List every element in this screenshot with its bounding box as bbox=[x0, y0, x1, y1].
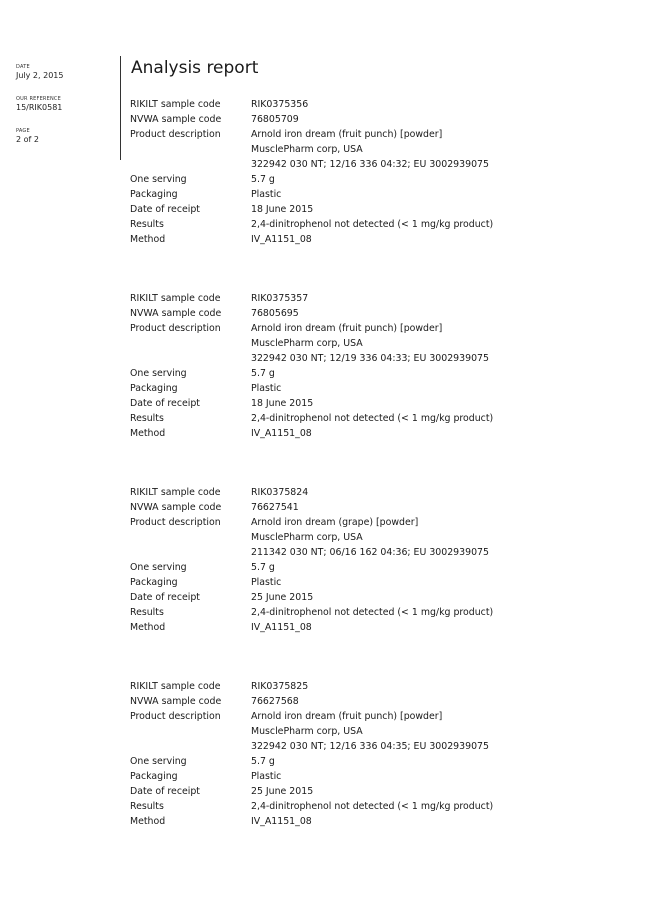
packaging-value: Plastic bbox=[251, 577, 282, 588]
method-row bbox=[130, 232, 530, 247]
packaging-value: Plastic bbox=[251, 771, 282, 782]
nvwa-label: NVWA sample code bbox=[130, 502, 222, 513]
product-line-3: 211342 030 NT; 06/16 162 04:36; EU 3002939075 bbox=[251, 547, 489, 558]
serving-label: One serving bbox=[130, 368, 187, 379]
product-line-1: Arnold iron dream (fruit punch) [powder] bbox=[251, 129, 443, 140]
method-value: IV_A1151_08 bbox=[251, 428, 312, 439]
serving-value: 5.7 g bbox=[251, 562, 275, 573]
product-row-2 bbox=[130, 336, 530, 351]
serving-label: One serving bbox=[130, 756, 187, 767]
rikilt-value: RIK0375357 bbox=[251, 293, 309, 304]
reference-label: OUR REFERENCE bbox=[16, 96, 61, 102]
receipt-row bbox=[130, 784, 530, 799]
results-label: Results bbox=[130, 801, 164, 812]
rikilt-label: RIKILT sample code bbox=[130, 681, 221, 692]
packaging-label: Packaging bbox=[130, 577, 178, 588]
nvwa-row bbox=[130, 306, 530, 321]
serving-row bbox=[130, 172, 530, 187]
nvwa-row bbox=[130, 112, 530, 127]
product-line-3: 322942 030 NT; 12/16 336 04:35; EU 3002939075 bbox=[251, 741, 489, 752]
results-value: 2,4-dinitrophenol not detected (< 1 mg/kg product) bbox=[251, 413, 494, 424]
rikilt-label: RIKILT sample code bbox=[130, 293, 221, 304]
sample-block bbox=[130, 291, 530, 441]
packaging-label: Packaging bbox=[130, 189, 178, 200]
product-line-1: Arnold iron dream (fruit punch) [powder] bbox=[251, 323, 443, 334]
packaging-row bbox=[130, 575, 530, 590]
page-value: 2 of 2 bbox=[16, 135, 39, 144]
method-value: IV_A1151_08 bbox=[251, 234, 312, 245]
page-label: PAGE bbox=[16, 128, 30, 134]
nvwa-label: NVWA sample code bbox=[130, 696, 222, 707]
report-sidebar bbox=[16, 64, 111, 160]
nvwa-row bbox=[130, 694, 530, 709]
product-line-2: MusclePharm corp, USA bbox=[251, 726, 363, 737]
receipt-label: Date of receipt bbox=[130, 786, 200, 797]
rikilt-value: RIK0375824 bbox=[251, 487, 309, 498]
method-value: IV_A1151_08 bbox=[251, 816, 312, 827]
nvwa-label: NVWA sample code bbox=[130, 114, 222, 125]
product-label: Product description bbox=[130, 129, 221, 140]
nvwa-row bbox=[130, 500, 530, 515]
product-row-2 bbox=[130, 530, 530, 545]
sample-block bbox=[130, 97, 530, 247]
product-row-2 bbox=[130, 142, 530, 157]
product-label: Product description bbox=[130, 517, 221, 528]
product-line-3: 322942 030 NT; 12/16 336 04:32; EU 3002939075 bbox=[251, 159, 489, 170]
serving-label: One serving bbox=[130, 174, 187, 185]
packaging-value: Plastic bbox=[251, 189, 282, 200]
nvwa-label: NVWA sample code bbox=[130, 308, 222, 319]
date-value: July 2, 2015 bbox=[16, 71, 64, 80]
date-label: DATE bbox=[16, 64, 30, 70]
nvwa-value: 76627541 bbox=[251, 502, 299, 513]
results-label: Results bbox=[130, 607, 164, 618]
results-row bbox=[130, 411, 530, 426]
results-value: 2,4-dinitrophenol not detected (< 1 mg/kg product) bbox=[251, 219, 494, 230]
product-row-2 bbox=[130, 724, 530, 739]
packaging-label: Packaging bbox=[130, 383, 178, 394]
product-row-3 bbox=[130, 351, 530, 366]
serving-row bbox=[130, 754, 530, 769]
results-value: 2,4-dinitrophenol not detected (< 1 mg/kg product) bbox=[251, 801, 494, 812]
method-label: Method bbox=[130, 816, 166, 827]
results-label: Results bbox=[130, 413, 164, 424]
product-row bbox=[130, 709, 530, 724]
receipt-row bbox=[130, 396, 530, 411]
results-row bbox=[130, 799, 530, 814]
product-row bbox=[130, 127, 530, 142]
results-label: Results bbox=[130, 219, 164, 230]
method-label: Method bbox=[130, 234, 166, 245]
product-row-3 bbox=[130, 545, 530, 560]
serving-row bbox=[130, 366, 530, 381]
rikilt-row bbox=[130, 679, 530, 694]
packaging-row bbox=[130, 381, 530, 396]
receipt-label: Date of receipt bbox=[130, 398, 200, 409]
serving-value: 5.7 g bbox=[251, 174, 275, 185]
serving-label: One serving bbox=[130, 562, 187, 573]
sample-block bbox=[130, 679, 530, 829]
method-row bbox=[130, 620, 530, 635]
reference-value: 15/RIK0581 bbox=[16, 103, 63, 112]
rikilt-label: RIKILT sample code bbox=[130, 99, 221, 110]
rikilt-row bbox=[130, 485, 530, 500]
receipt-row bbox=[130, 590, 530, 605]
nvwa-value: 76627568 bbox=[251, 696, 299, 707]
method-row bbox=[130, 426, 530, 441]
rikilt-value: RIK0375825 bbox=[251, 681, 309, 692]
product-line-2: MusclePharm corp, USA bbox=[251, 532, 363, 543]
results-row bbox=[130, 217, 530, 232]
serving-row bbox=[130, 560, 530, 575]
method-row bbox=[130, 814, 530, 829]
divider-line bbox=[120, 56, 121, 160]
nvwa-value: 76805695 bbox=[251, 308, 299, 319]
serving-value: 5.7 g bbox=[251, 756, 275, 767]
receipt-value: 25 June 2015 bbox=[251, 786, 314, 797]
product-line-3: 322942 030 NT; 12/19 336 04:33; EU 3002939075 bbox=[251, 353, 489, 364]
product-label: Product description bbox=[130, 711, 221, 722]
receipt-row bbox=[130, 202, 530, 217]
sample-block bbox=[130, 485, 530, 635]
results-row bbox=[130, 605, 530, 620]
results-value: 2,4-dinitrophenol not detected (< 1 mg/kg product) bbox=[251, 607, 494, 618]
product-line-2: MusclePharm corp, USA bbox=[251, 144, 363, 155]
rikilt-row bbox=[130, 291, 530, 306]
packaging-value: Plastic bbox=[251, 383, 282, 394]
packaging-row bbox=[130, 187, 530, 202]
serving-value: 5.7 g bbox=[251, 368, 275, 379]
receipt-value: 18 June 2015 bbox=[251, 398, 314, 409]
packaging-row bbox=[130, 769, 530, 784]
receipt-label: Date of receipt bbox=[130, 204, 200, 215]
product-row bbox=[130, 515, 530, 530]
method-value: IV_A1151_08 bbox=[251, 622, 312, 633]
rikilt-row bbox=[130, 97, 530, 112]
packaging-label: Packaging bbox=[130, 771, 178, 782]
method-label: Method bbox=[130, 622, 166, 633]
product-line-2: MusclePharm corp, USA bbox=[251, 338, 363, 349]
receipt-label: Date of receipt bbox=[130, 592, 200, 603]
product-line-1: Arnold iron dream (fruit punch) [powder] bbox=[251, 711, 443, 722]
product-row bbox=[130, 321, 530, 336]
receipt-value: 25 June 2015 bbox=[251, 592, 314, 603]
product-row-3 bbox=[130, 739, 530, 754]
product-row-3 bbox=[130, 157, 530, 172]
rikilt-label: RIKILT sample code bbox=[130, 487, 221, 498]
nvwa-value: 76805709 bbox=[251, 114, 299, 125]
product-line-1: Arnold iron dream (grape) [powder] bbox=[251, 517, 419, 528]
method-label: Method bbox=[130, 428, 166, 439]
page-title: Analysis report bbox=[131, 58, 259, 78]
receipt-value: 18 June 2015 bbox=[251, 204, 314, 215]
rikilt-value: RIK0375356 bbox=[251, 99, 309, 110]
product-label: Product description bbox=[130, 323, 221, 334]
